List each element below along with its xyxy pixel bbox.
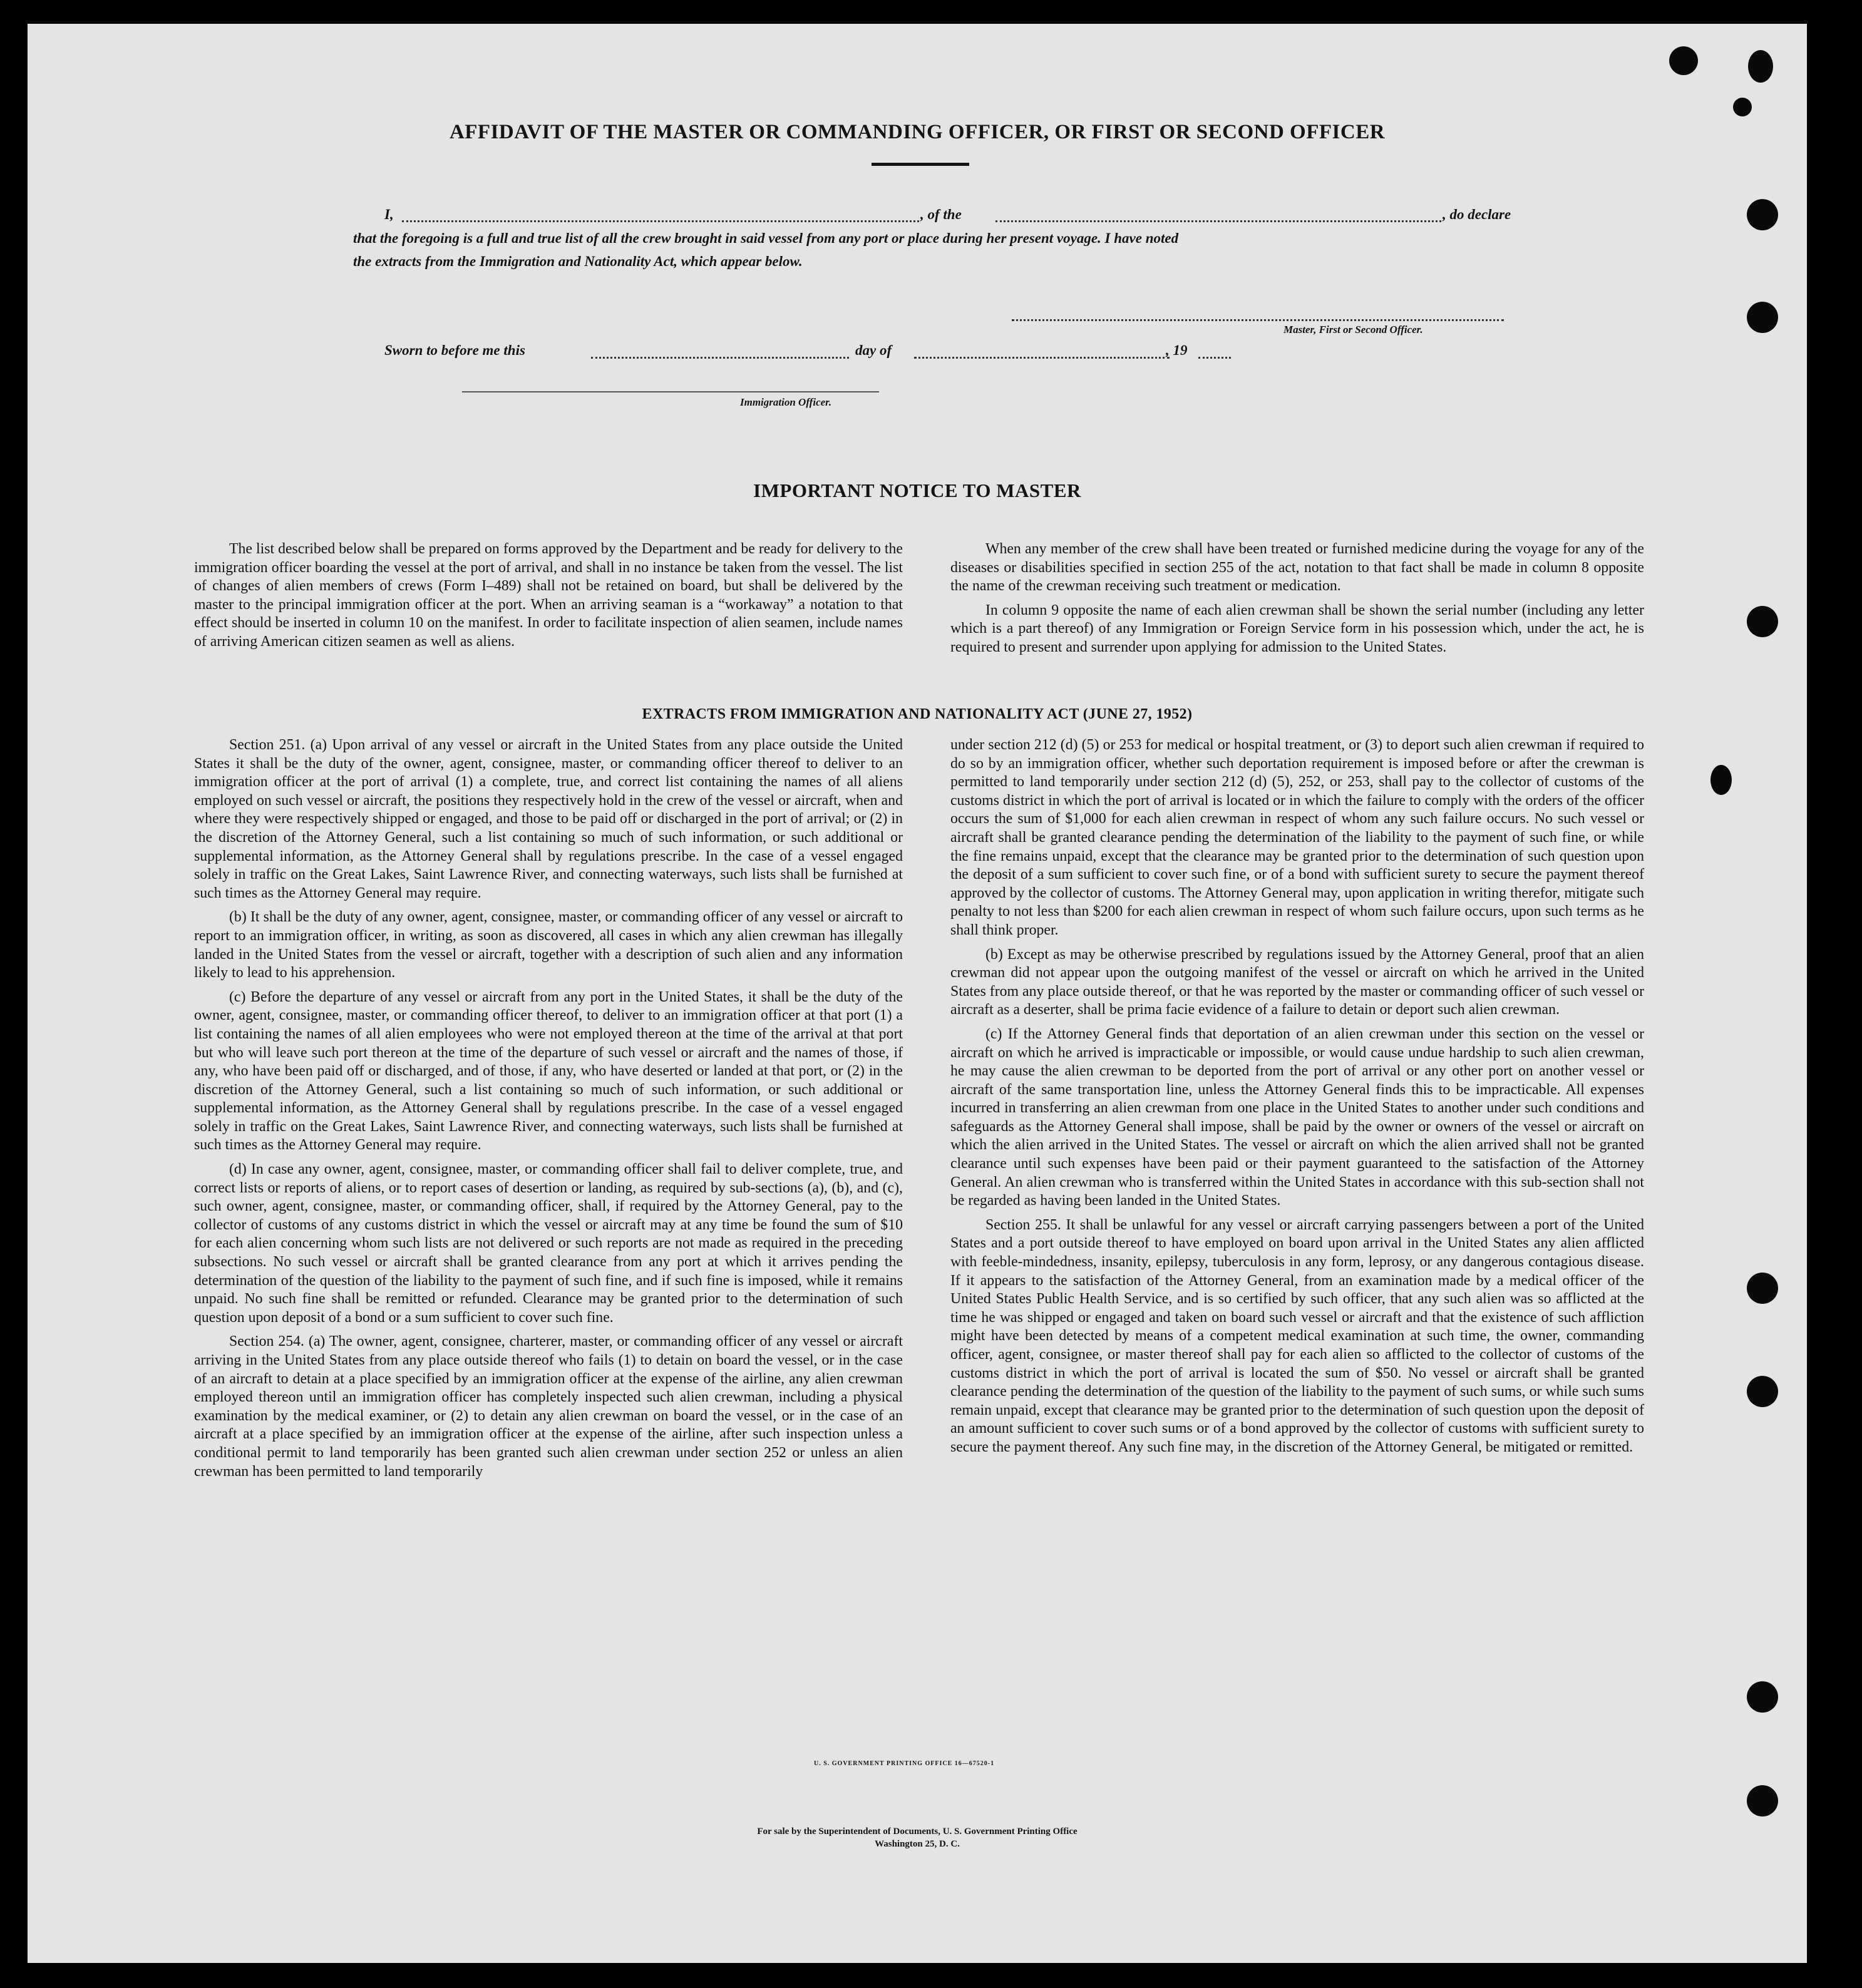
affidavit-title: AFFIDAVIT OF THE MASTER OR COMMANDING OFFICER, OR FIRST OR SECOND OFFICER: [449, 121, 1386, 143]
affidavit-i-label: I,: [384, 207, 394, 222]
extracts-left-column: [194, 736, 903, 1487]
title-rule: [872, 163, 969, 166]
punch-hole: [1747, 606, 1778, 637]
of-the-label: , of the: [920, 207, 962, 222]
sworn-year-line: [1198, 357, 1231, 359]
notice-left-column: [194, 540, 903, 657]
vessel-blank-line: [995, 220, 1441, 222]
printing-office-imprint: U. S. GOVERNMENT PRINTING OFFICE 16—67520-1: [814, 1760, 995, 1767]
sale-line-1: For sale by the Superintendent of Documents, U. S. Government Printing Office: [757, 1827, 1078, 1837]
ink-smudge: [1669, 46, 1698, 75]
master-caption: Master, First or Second Officer.: [1283, 324, 1423, 336]
sworn-day-line: [591, 357, 849, 359]
section-254-c: (c) If the Attorney General finds that deportation of an alien crewman under this section on the vessel or aircraft on which he arrived is impracticable or impossible, or would cause undue hardship to such alien crewman, he may cause the alien crewman to be deported from the port of arrival or any other port on another vessel or aircraft of the same transportation line, unless the Attorney General finds this to be impracticable. All expenses incurred in transferring an alien crewman from one place in the United States to another under such conditions and safeguards as the Attorney General shall impose, shall be paid by the owner or owners of the vessel or aircraft on which the alien arrived in the United States. The vessel or aircraft on which the alien arrived shall not be granted clearance until such expenses have been paid or their payment guaranteed to the satisfaction of the Attorney General. An alien crewman who is transferred within the United States in accordance with this sub-section shall not be regarded as having been landed in the United States.: [950, 1025, 1644, 1209]
extracts-title: EXTRACTS FROM IMMIGRATION AND NATIONALITY ACT (JUNE 27, 1952): [642, 706, 1193, 722]
section-254-a-continued: under section 212 (d) (5) or 253 for medical or hospital treatment, or (3) to deport such alien crewman if required to do so by an immigration officer, whether such deportation requirement is imposed before or after the crewman is permitted to land temporarily under section 212 (d) (5), 252, or 253, shall pay to the collector of customs of the customs district in which the port of arrival is located or in which the failure to comply with the orders of the officer occurs the sum of $1,000 for each alien crewman in respect of whom any such failure occurs. No such vessel or aircraft shall be granted clearance pending the determination of the liability to the payment of such fine, or while the fine remains unpaid, except that the clearance may be granted prior to the determination of such question upon the deposit of a sum sufficient to cover such fine, or of a bond with sufficient surety to secure the payment thereof approved by the collector of customs. The Attorney General may, upon application in writing therefor, mitigate such penalty to not less than $200 for each alien crewman in respect of whom such failure occurs, upon such terms as he shall think proper.: [950, 737, 1644, 938]
punch-hole: [1747, 1376, 1778, 1407]
punch-hole: [1747, 199, 1778, 230]
section-254-b: (b) Except as may be otherwise prescribed by regulations issued by the Attorney General, proof that an alien crewman did not appear upon the outgoing manifest of the vessel or aircraft on which he arrived in the United States from any place outside thereof, or that he was reported by the master or commanding officer of such vessel or aircraft as a deserter, shall be prima facie evidence of a failure to detain or deport such alien crewman.: [950, 946, 1644, 1018]
punch-hole: [1747, 302, 1778, 333]
ink-smudge: [1733, 98, 1752, 116]
section-251-b: (b) It shall be the duty of any owner, agent, consignee, master, or commanding officer of any vessel or aircraft to report to an immigration officer, in writing, as soon as discovered, all cases in which any alien crewman has illegally landed in the United States from the vessel or aircraft, together with a description of such alien and any information likely to lead to his apprehension.: [194, 909, 903, 981]
notice-title: IMPORTANT NOTICE TO MASTER: [753, 479, 1081, 501]
section-251-d: (d) In case any owner, agent, consignee, master, or commanding officer shall fail to deliver complete, true, and correct lists or reports of aliens, or to report cases of desertion or landing, as required by sub-sections (a), (b), and (c), such owner, agent, consignee, master, or commanding officer, shall, if required by the Attorney General, pay to the collector of customs of any customs district in which the vessel or aircraft may at any time be found the sum of $10 for each alien concerning whom such lists are not delivered or such reports are not made as required in the preceding subsections. No such vessel or aircraft shall be granted clearance from any port at which it arrives pending the determination of the question of the liability to the payment of such fine, and if such fine is imposed, while it remains unpaid. No such fine shall be remitted or refunded. Clearance may be granted prior to the determination of such question upon deposit of a bond or a sum sufficient to cover such fine.: [194, 1161, 903, 1326]
day-of-label: day of: [855, 342, 892, 358]
notice-left-paragraph: The list described below shall be prepared on forms approved by the Department and be ready for delivery to the immigration officer boarding the vessel at the port of arrival, and shall in no instance be taken from the vessel. The list of changes of alien members of crews (Form I–489) shall not be retained on board, but shall be delivered by the master to the principal immigration officer at the port. When an arriving seaman is a “workaway” a notation to that effect should be inserted in column 10 on the manifest. In order to facilitate inspection of alien seamen, include names of arriving American citizen seamen as well as aliens.: [194, 541, 903, 650]
sworn-label: Sworn to before me this: [384, 342, 525, 358]
section-251-a: Section 251. (a) Upon arrival of any vessel or aircraft in the United States from any place outside the United States it shall be the duty of the owner, agent, consignee, master, or commanding officer thereof to deliver to an immigration officer at the port of arrival (1) a complete, true, and correct list containing the names of all aliens employed on such vessel or aircraft, the positions they respectively hold in the crew of the vessel or aircraft, when and where they were respectively shipped or engaged, and those to be paid off or discharged in the port of arrival; or (2) in the discretion of the Attorney General, such a list containing so much of such information, or such additional or supplemental information, as the Attorney General shall by regulations prescribe. In the case of a vessel engaged solely in traffic on the Great Lakes, Saint Lawrence River, and connecting waterways, such lists shall be furnished at such times as the Attorney General may require.: [194, 737, 903, 901]
year-label: , 19: [1166, 342, 1188, 358]
name-blank-line: [402, 220, 919, 222]
ink-smudge: [1748, 50, 1773, 83]
affidavit-line-2: that the foregoing is a full and true list of all the crew brought in said vessel from any port or place during her present voyage. I have noted: [353, 230, 1179, 246]
ink-smudge: [1710, 765, 1732, 795]
extracts-right-column: [950, 736, 1644, 1463]
notice-right-paragraph-1: When any member of the crew shall have been treated or furnished medicine during the voyage for any of the diseases or disabilities specified in section 255 of the act, notation to that fact shall be made in column 8 opposite the name of the crewman receiving such treatment or medication.: [950, 541, 1644, 595]
punch-hole: [1747, 1273, 1778, 1304]
notice-right-paragraph-2: In column 9 opposite the name of each alien crewman shall be shown the serial number (including any letter which is a part thereof) of any Immigration or Foreign Service form in his possession which, under the act, he is required to present and surrender upon applying for admission to the United States.: [950, 602, 1644, 655]
section-254-a: Section 254. (a) The owner, agent, consignee, charterer, master, or commanding officer of any vessel or aircraft arriving in the United States from any place outside thereof who fails (1) to detain on board the vessel, or in the case of an aircraft to detain at a place specified by an immigration officer at the expense of the airline, any alien crewman employed thereon until an immigration officer has completely inspected such alien crewman, including a physical examination by the medical examiner, or (2) to detain any alien crewman on board the vessel, or in the case of an aircraft at a place specified by an immigration officer at the expense of the airline, after such inspection unless a conditional permit to land temporarily has been granted such alien crewman under section 252 or unless an alien crewman has been permitted to land temporarily: [194, 1333, 903, 1480]
section-251-c: (c) Before the departure of any vessel or aircraft from any port in the United States, it shall be the duty of the owner, agent, consignee, master, or commanding officer thereof, to deliver to an immigration officer at that port (1) a list containing the names of all alien employees who were not employed thereon at the time of the arrival at that port but who will leave such port thereon at the time of the departure of such vessel or aircraft and the names of those, if any, who have been paid off or discharged, and of those, if any, who have deserted or landed at that port, or (2) in the discretion of the Attorney General, such a list containing so much of such information, or such additional or supplemental information, as the Attorney General shall by regulations prescribe. In the case of a vessel engaged solely in traffic on the Great Lakes, Saint Lawrence River, and connecting waterways, such lists shall be furnished at such times as the Attorney General may require.: [194, 988, 903, 1154]
do-declare-label: , do declare: [1443, 207, 1511, 222]
punch-hole: [1747, 1785, 1778, 1816]
officer-caption: Immigration Officer.: [740, 396, 832, 408]
section-255: Section 255. It shall be unlawful for any vessel or aircraft carrying passengers between a port of the United States and a port outside thereof to have employed on board upon arrival in the United States any alien afflicted with feeble-mindedness, insanity, epilepsy, tuberculosis in any form, leprosy, or any dangerous contagious disease. If it appears to the satisfaction of the Attorney General, from an examination made by a medical officer of the United States Public Health Service, and is so certified by such officer, that any such alien was so afflicted at the time he was shipped or engaged and taken on board such vessel or aircraft and that the existence of such affliction might have been detected by means of a competent medical examination at such time, the owner, commanding officer, agent, consignee, or master thereof shall pay for each alien so afflicted to the collector of customs of the customs district in which the port of arrival is located the sum of $50. No vessel or aircraft shall be granted clearance pending the determination of the question of the liability to the payment of such sums, or while such sums remain unpaid, except that clearance may be granted prior to the determination of such question upon the deposit of an amount sufficient to cover such sums or of a bond approved by the collector of customs with sufficient surety to secure the payment thereof. Any such fine may, in the discretion of the Attorney General, be mitigated or remitted.: [950, 1216, 1644, 1455]
sale-notice: [28, 1825, 1807, 1850]
document-page: [28, 24, 1807, 1963]
master-signature-line: [1012, 319, 1504, 321]
notice-right-column: [950, 540, 1644, 663]
officer-signature-line: [462, 391, 879, 392]
punch-hole: [1747, 1681, 1778, 1713]
sale-line-2: Washington 25, D. C.: [875, 1839, 960, 1849]
affidavit-line-3: the extracts from the Immigration and Nationality Act, which appear below.: [353, 254, 803, 269]
sworn-month-line: [914, 357, 1170, 359]
